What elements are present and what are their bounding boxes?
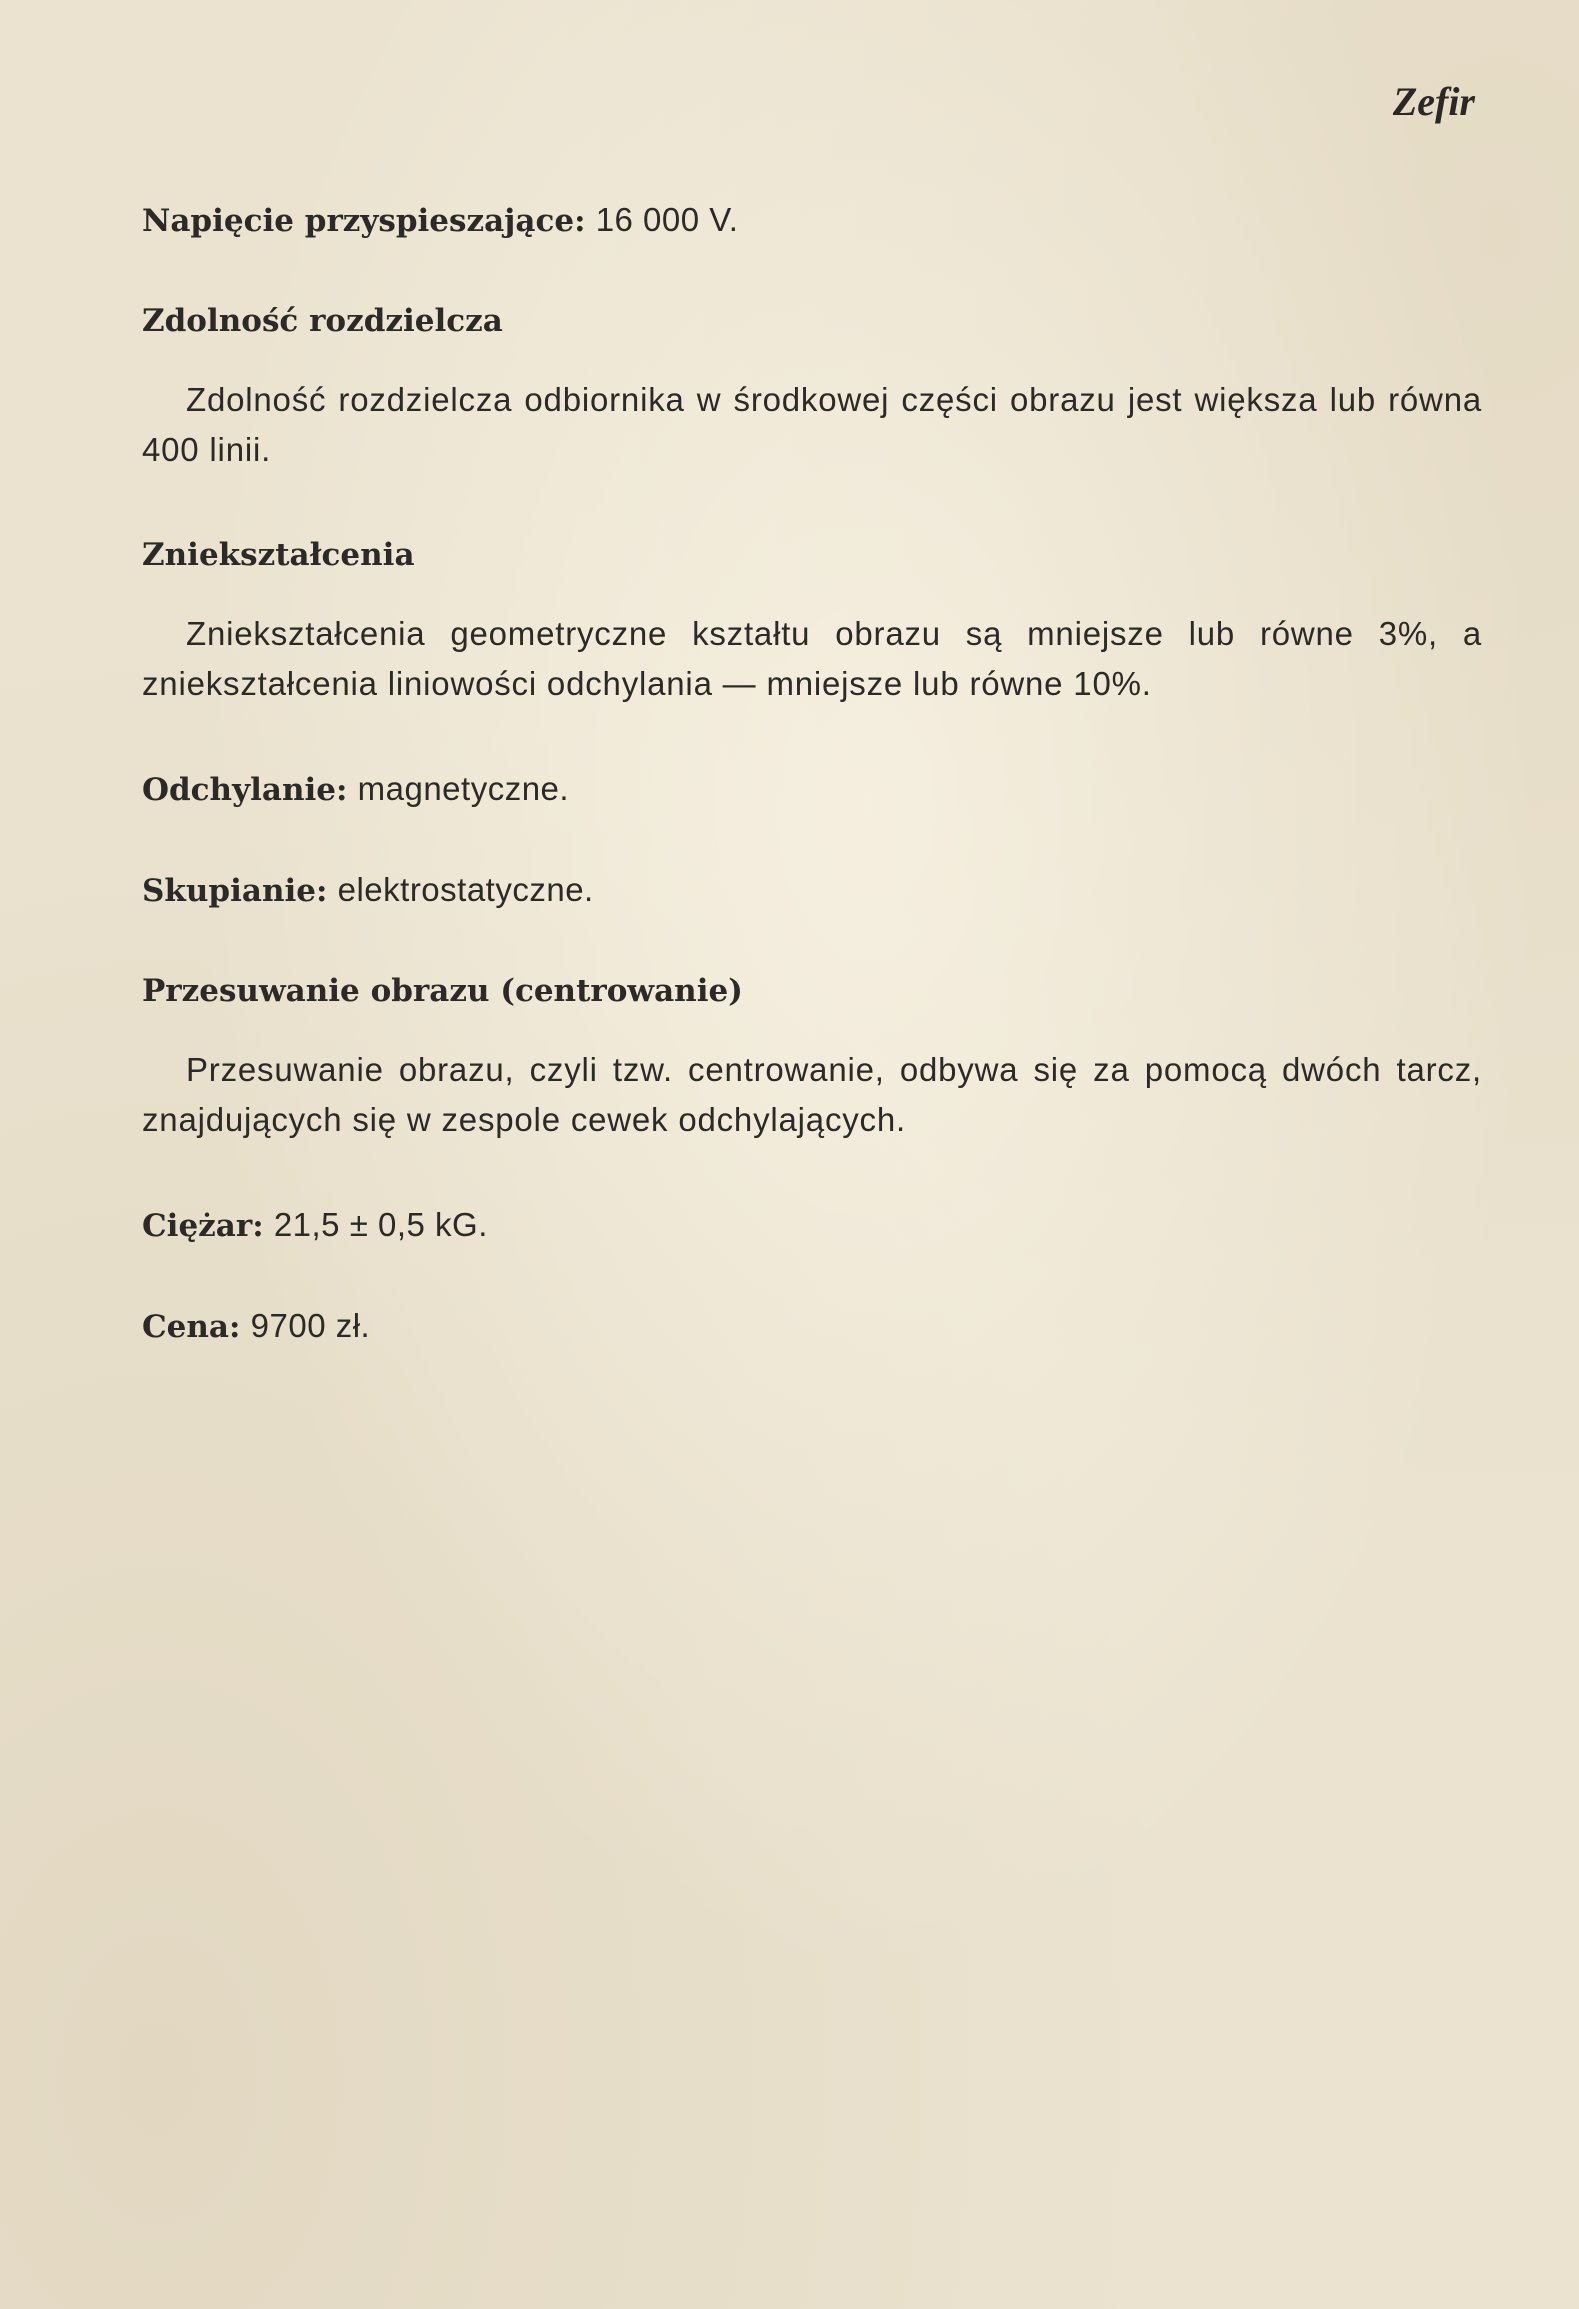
spec-napiecie-value: 16 000 V. (595, 201, 739, 238)
spec-odchylanie-value: magnetyczne. (357, 770, 570, 807)
spec-odchylanie-label: Odchylanie: (142, 772, 348, 808)
spec-ciezar-label: Ciężar: (142, 1208, 264, 1244)
spec-cena-label: Cena: (142, 1309, 241, 1345)
running-head: Zefir (1392, 79, 1475, 124)
spec-skupianie-value: elektrostatyczne. (337, 871, 594, 908)
spec-napiecie-label: Napięcie przyspieszające: (142, 203, 586, 239)
heading-przesuwanie: Przesuwanie obrazu (centrowanie) (142, 973, 743, 1009)
spec-odchylanie (142, 765, 1482, 814)
spec-napiecie (142, 196, 1482, 245)
spec-ciezar (142, 1201, 1482, 1250)
spec-content (142, 196, 1482, 1351)
spec-cena-value: 9700 zł. (250, 1307, 371, 1344)
heading-zdolnosc: Zdolność rozdzielcza (142, 303, 503, 339)
heading-znieksztalcenia: Zniekształcenia (142, 537, 415, 573)
paragraph-znieksztalcenia: Zniekształcenia geometryczne kształtu obrazu są mniejsze lub równe 3%, a zniekształcenia liniowości odchylania — mniejsze lub równe 10%. (142, 615, 1482, 702)
spec-cena (142, 1302, 1482, 1351)
spec-skupianie (142, 866, 1482, 915)
spec-skupianie-label: Skupianie: (142, 873, 328, 909)
paragraph-przesuwanie: Przesuwanie obrazu, czyli tzw. centrowanie, odbywa się za pomocą dwóch tarcz, znajdujących się w zespole cewek odchylających. (142, 1051, 1482, 1138)
paragraph-zdolnosc: Zdolność rozdzielcza odbiornika w środkowej części obrazu jest większa lub równa 400 linii. (142, 381, 1482, 468)
spec-ciezar-value: 21,5 ± 0,5 kG. (273, 1206, 488, 1243)
